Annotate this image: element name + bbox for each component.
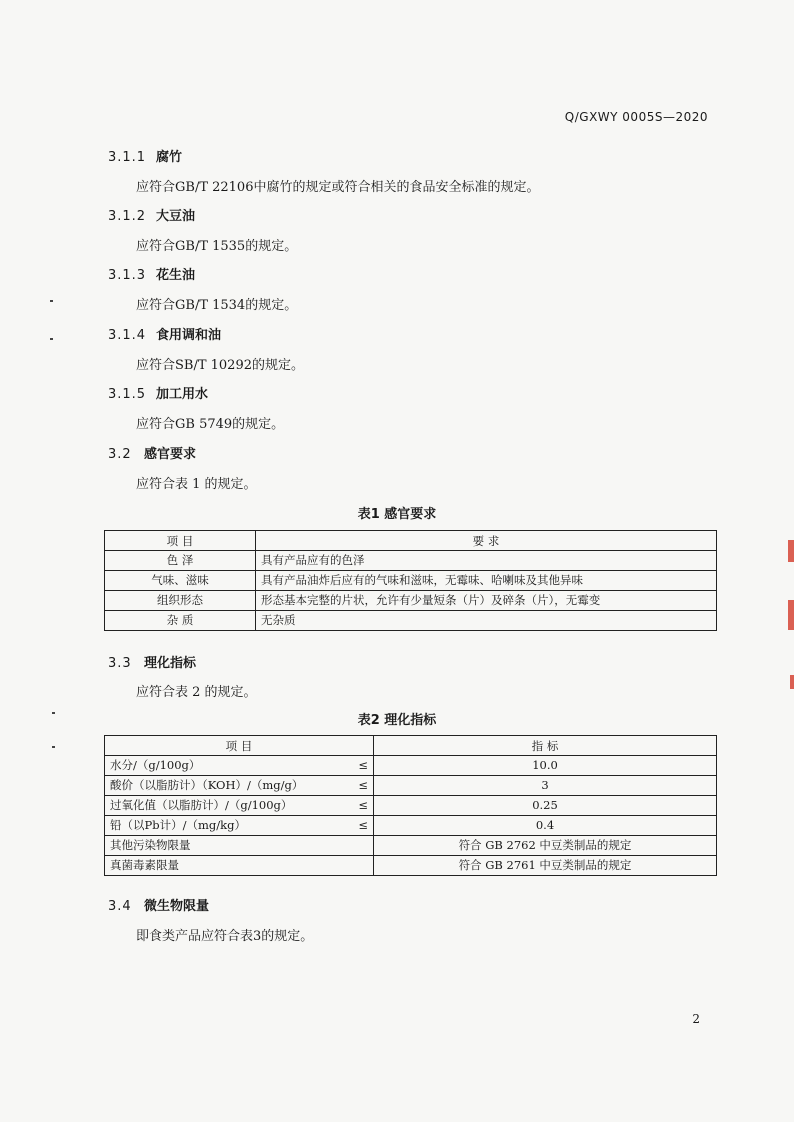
table-cell: 无杂质	[256, 611, 717, 631]
less-equal-sign: ≤	[358, 758, 368, 772]
table-cell	[105, 856, 374, 876]
less-equal-sign: ≤	[358, 778, 368, 792]
physicochemical-indicators-table	[104, 735, 717, 876]
section-title: 大豆油	[156, 209, 196, 224]
table-row	[105, 836, 717, 856]
table-header-cell: 项 目	[105, 531, 256, 551]
section-text-3-2: 应符合表 1 的规定。	[136, 477, 257, 492]
table-row	[105, 756, 717, 776]
sensory-requirements-table	[104, 530, 717, 631]
section-number: 3.1.5	[108, 387, 147, 402]
less-equal-sign: ≤	[358, 818, 368, 832]
section-number: 3.1.4	[108, 328, 147, 343]
section-text-3-4: 即食类产品应符合表3的规定。	[136, 929, 314, 944]
section-title: 微生物限量	[144, 899, 210, 914]
table-cell	[105, 836, 374, 856]
scan-speck	[52, 746, 55, 748]
section-text-3-1-4: 应符合SB/T 10292的规定。	[136, 358, 304, 373]
document-code: Q/GXWY 0005S—2020	[564, 110, 708, 124]
table-cell: 气味、滋味	[105, 571, 256, 591]
item-name: 真菌毒素限量	[110, 858, 179, 872]
table-header-row	[105, 736, 717, 756]
section-number: 3.3	[108, 656, 132, 671]
table-row	[105, 551, 717, 571]
item-name: 过氧化值（以脂肪计）/（g/100g）	[110, 798, 293, 812]
table-row	[105, 816, 717, 836]
table-cell: 具有产品应有的色泽	[256, 551, 717, 571]
seal-edge-mark	[788, 540, 794, 562]
table2-caption: 表2 理化指标	[357, 713, 437, 728]
section-heading-3-1-3	[108, 264, 195, 283]
section-text-3-1-2: 应符合GB/T 1535的规定。	[136, 239, 298, 254]
section-number: 3.2	[108, 447, 132, 462]
table-row	[105, 591, 717, 611]
page-number: 2	[692, 1012, 700, 1026]
table-cell: 符合 GB 2762 中豆类制品的规定	[374, 836, 717, 856]
section-heading-3-1-5	[108, 383, 208, 402]
section-title: 食用调和油	[156, 328, 222, 343]
item-name: 水分/（g/100g）	[110, 758, 201, 772]
scan-speck	[52, 712, 55, 714]
table-cell	[105, 776, 374, 796]
table-cell: 3	[374, 776, 717, 796]
table-row	[105, 796, 717, 816]
table-cell: 形态基本完整的片状，允许有少量短条（片）及碎条（片），无霉变	[256, 591, 717, 611]
table-cell: 组织形态	[105, 591, 256, 611]
table-row	[105, 571, 717, 591]
seal-edge-mark	[788, 600, 794, 630]
item-name: 其他污染物限量	[110, 838, 191, 852]
section-heading-3-2	[108, 443, 196, 462]
section-number: 3.1.3	[108, 268, 147, 283]
section-text-3-1-1: 应符合GB/T 22106中腐竹的规定或符合相关的食品安全标准的规定。	[136, 180, 540, 195]
section-heading-3-1-1	[108, 146, 182, 165]
section-text-3-1-3: 应符合GB/T 1534的规定。	[136, 298, 298, 313]
table-header-cell: 指 标	[374, 736, 717, 756]
table-cell: 符合 GB 2761 中豆类制品的规定	[374, 856, 717, 876]
table-row	[105, 611, 717, 631]
table-cell: 10.0	[374, 756, 717, 776]
table-cell: 0.4	[374, 816, 717, 836]
table-cell	[105, 796, 374, 816]
less-equal-sign: ≤	[358, 798, 368, 812]
section-number: 3.1.2	[108, 209, 147, 224]
table-header-cell: 要 求	[256, 531, 717, 551]
table-cell: 具有产品油炸后应有的气味和滋味，无霉味、哈喇味及其他异味	[256, 571, 717, 591]
section-text-3-1-5: 应符合GB 5749的规定。	[136, 417, 285, 432]
table-cell: 色 泽	[105, 551, 256, 571]
scan-speck	[50, 300, 53, 302]
seal-edge-mark	[790, 675, 794, 689]
table-row	[105, 776, 717, 796]
section-title: 腐竹	[156, 150, 183, 165]
table-cell	[105, 756, 374, 776]
section-number: 3.1.1	[108, 150, 147, 165]
item-name: 铅（以Pb计）/（mg/kg）	[110, 818, 246, 832]
section-heading-3-1-2	[108, 205, 195, 224]
section-heading-3-3	[108, 652, 196, 671]
section-text-3-3: 应符合表 2 的规定。	[136, 685, 257, 700]
table1-caption: 表1 感官要求	[357, 507, 437, 522]
scan-speck	[50, 338, 53, 340]
table-header-cell: 项 目	[105, 736, 374, 756]
section-number: 3.4	[108, 899, 132, 914]
section-title: 加工用水	[156, 387, 209, 402]
table-row	[105, 856, 717, 876]
table-cell: 0.25	[374, 796, 717, 816]
section-title: 花生油	[156, 268, 196, 283]
section-heading-3-4	[108, 895, 209, 914]
section-title: 理化指标	[144, 656, 197, 671]
item-name: 酸价（以脂肪计）（KOH）/（mg/g）	[110, 778, 304, 792]
table-cell	[105, 816, 374, 836]
table-cell: 杂 质	[105, 611, 256, 631]
table-header-row	[105, 531, 717, 551]
section-heading-3-1-4	[108, 324, 221, 343]
section-title: 感官要求	[144, 447, 197, 462]
